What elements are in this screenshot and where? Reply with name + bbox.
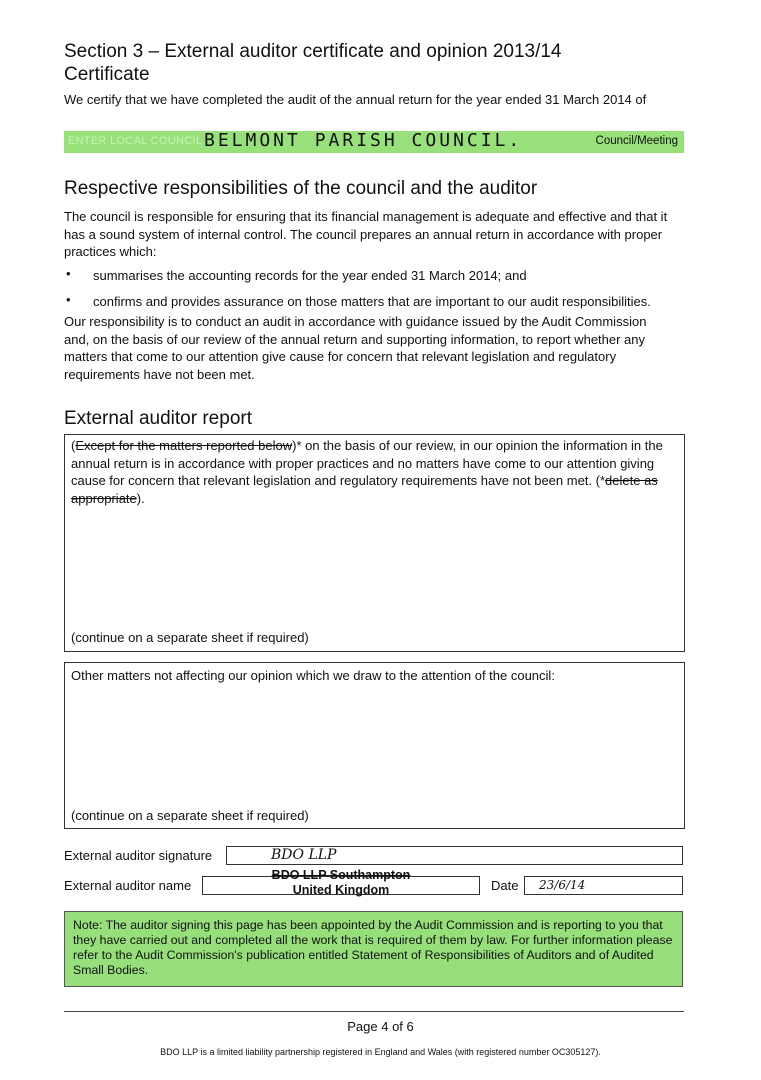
- other-matters-text: Other matters not affecting our opinion which we draw to the attention of the council:: [71, 668, 555, 683]
- footer-legal-text: BDO LLP is a limited liability partnership registered in England and Wales (with registered number OC305127).: [160, 1047, 601, 1057]
- council-name-field[interactable]: [64, 131, 684, 153]
- page-title: Section 3 – External auditor certificate and opinion 2013/14: [64, 41, 562, 62]
- note-text: Note: The auditor signing this page has been appointed by the Audit Commission and is reporting to you that they have carried out and completed all the work that is required of them by law. For further information please refer to the Audit Commission's publication entitled Statement of Responsibilities of Auditors and of Audited Small Bodies.: [73, 918, 673, 977]
- auditor-name-line-1: BDO LLP Southampton: [271, 868, 411, 882]
- report-struck-note: delete as appropriate: [71, 473, 658, 506]
- report-heading: External auditor report: [64, 408, 252, 429]
- report-text: (Except for the matters reported below)* on the basis of our review, in our opinion the information in the annual return is in accordance with proper practices and no matters have come to our attention giving cause for concern that relevant legislation and regulatory requirements have not been met. (*delete as appropriate).: [71, 438, 663, 506]
- date-field[interactable]: [524, 876, 683, 895]
- report-struck-prefix: Except for the matters reported below: [75, 438, 293, 453]
- other-matters-box[interactable]: [64, 662, 685, 829]
- responsibilities-para-1: The council is responsible for ensuring that its financial management is adequate and effective and that it has a sound system of internal control. The council prepares an annual return in accordance with proper practices which:: [64, 209, 668, 259]
- bullet-2-marker: •: [66, 292, 71, 307]
- date-label: Date: [491, 878, 519, 893]
- footer-divider: [64, 1011, 684, 1012]
- page-number: Page 4 of 6: [347, 1019, 414, 1034]
- auditor-name-field[interactable]: [202, 868, 480, 897]
- section-subtitle: Certificate: [64, 64, 150, 85]
- council-placeholder: ENTER LOCAL COUNCIL: [68, 135, 203, 147]
- auditor-name-label: External auditor name: [64, 878, 192, 893]
- auditor-name-line-2: United Kingdom: [292, 883, 390, 897]
- bullet-1: summarises the accounting records for the year ended 31 March 2014; and: [93, 268, 527, 283]
- responsibilities-heading: Respective responsibilities of the council and the auditor: [64, 178, 538, 199]
- report-body: on the basis of our review, in our opinion the information in the annual return is in accordance with proper practices and no matters have come to our attention giving cause for concern that relevant legislation and regulatory requirements have not been met.: [71, 438, 663, 488]
- responsibilities-para-2: Our responsibility is to conduct an audit in accordance with guidance issued by the Audit Commission and, on the basis of our review of the annual return and supporting information, to report whether any matters that come to our attention give cause for concern that relevant legislation and regulatory requirements have not been met.: [64, 314, 647, 382]
- note-box: [64, 911, 683, 987]
- signature-value: BDO LLP: [271, 847, 337, 863]
- council-meeting-label: Council/Meeting: [595, 135, 678, 147]
- auditor-report-box[interactable]: [64, 434, 685, 652]
- bullet-2: confirms and provides assurance on those matters that are important to our audit responsibilities.: [93, 294, 651, 309]
- intro-text: We certify that we have completed the audit of the annual return for the year ended 31 March 2014 of: [64, 92, 647, 107]
- report-continue-note: (continue on a separate sheet if required): [71, 630, 309, 645]
- signature-field[interactable]: [226, 846, 683, 865]
- council-name-handwritten: BELMONT PARISH COUNCIL.: [204, 130, 523, 151]
- bullet-1-marker: •: [66, 266, 71, 281]
- other-matters-continue-note: (continue on a separate sheet if required): [71, 808, 309, 823]
- date-value: 23/6/14: [539, 878, 586, 892]
- signature-label: External auditor signature: [64, 848, 213, 863]
